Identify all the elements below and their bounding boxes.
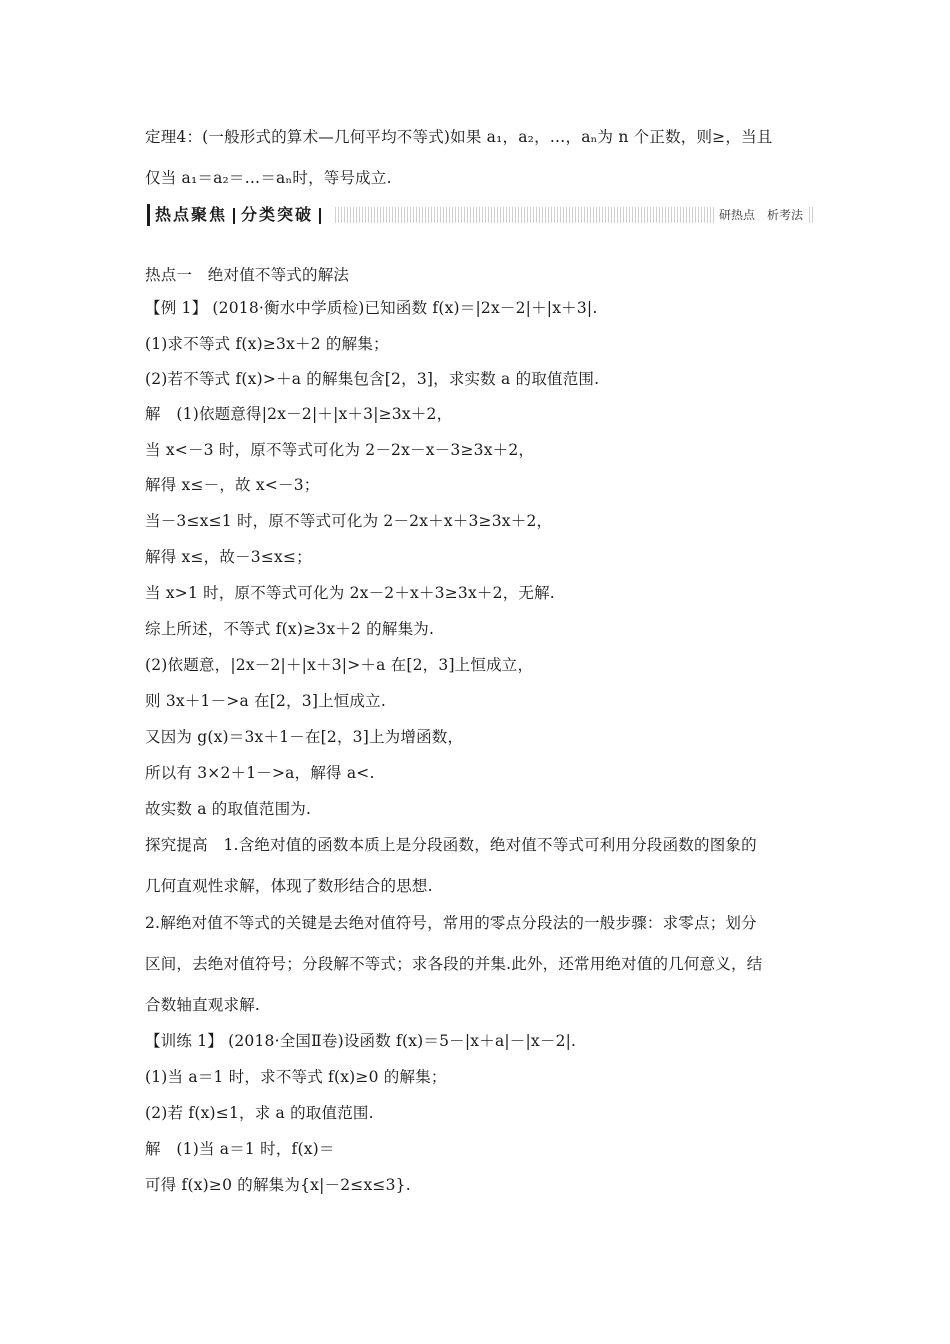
solution-line: 当 x>1 时，原不等式可化为 2x－2＋x＋3≥3x＋2，无解. [145, 584, 555, 602]
section-banner [145, 204, 813, 226]
solution-line: 综上所述，不等式 f(x)≥3x＋2 的解集为. [145, 620, 435, 638]
solution-line: 所以有 3×2＋1－>a，解得 a<. [145, 764, 375, 782]
solution-line: 故实数 a 的取值范围为. [145, 800, 312, 818]
solution-line: (2)依题意，|2x－2|＋|x＋3|>＋a 在[2，3]上恒成立， [145, 656, 534, 674]
exercise-question-2: (2)若 f(x)≤1，求 a 的取值范围. [145, 1104, 374, 1122]
solution-line: 解得 x≤，故－3≤x≤； [145, 548, 312, 566]
banner-separator [319, 208, 321, 224]
insight-line: 几何直观性求解，体现了数形结合的思想. [145, 877, 433, 895]
insight-line: 区间，去绝对值符号；分段解不等式；求各段的并集.此外，还常用绝对值的几何意义，结 [145, 955, 763, 973]
banner-left-bar [147, 204, 150, 226]
exercise-statement: 【训练 1】 (2018·全国Ⅱ卷)设函数 f(x)＝5－|x＋a|－|x－2|. [145, 1032, 577, 1050]
theorem-line-1: 定理4：(一般形式的算术—几何平均不等式)如果 a₁，a₂，…，aₙ为 n 个正数，则≥，当且 [145, 128, 773, 146]
insight-line: 2.解绝对值不等式的关键是去绝对值符号，常用的零点分段法的一般步骤：求零点；划分 [145, 914, 757, 932]
solution-line: 解 (1)依题意得|2x－2|＋|x＋3|≥3x＋2， [145, 405, 453, 423]
exercise-solution-line: 解 (1)当 a＝1 时，f(x)＝ [145, 1140, 335, 1158]
solution-line: 当 x<－3 时，原不等式可化为 2－2x－x－3≥3x＋2， [145, 441, 535, 459]
exercise-solution-line: 可得 f(x)≥0 的解集为{x|－2≤x≤3}. [145, 1176, 411, 1194]
solution-line: 又因为 g(x)＝3x＋1－在[2，3]上为增函数， [145, 728, 464, 746]
hotspot-heading: 热点一 绝对值不等式的解法 [145, 266, 350, 284]
insight-line: 合数轴直观求解. [145, 996, 261, 1014]
example-statement: 【例 1】 (2018·衡水中学质检)已知函数 f(x)＝|2x－2|＋|x＋3|. [145, 299, 598, 317]
solution-line: 当－3≤x≤1 时，原不等式可化为 2－2x＋x＋3≥3x＋2， [145, 512, 553, 530]
example-question-2: (2)若不等式 f(x)>＋a 的解集包含[2，3]，求实数 a 的取值范围. [145, 370, 600, 388]
banner-title-part2: 分类突破 [241, 205, 314, 224]
banner-separator [233, 208, 235, 224]
theorem-line-2: 仅当 a₁＝a₂＝…＝aₙ时，等号成立. [145, 169, 392, 187]
banner-title-part1: 热点聚焦 [155, 205, 228, 224]
banner-tagline: 研热点 析考法 [715, 207, 807, 223]
insight-line: 探究提高 1.含绝对值的函数本质上是分段函数，绝对值不等式可利用分段函数的图象的 [145, 836, 757, 854]
exercise-question-1: (1)当 a＝1 时，求不等式 f(x)≥0 的解集； [145, 1068, 447, 1086]
solution-line: 解得 x≤－，故 x<－3； [145, 476, 320, 494]
banner-title [155, 204, 327, 226]
example-question-1: (1)求不等式 f(x)≥3x＋2 的解集； [145, 335, 389, 353]
solution-line: 则 3x＋1－>a 在[2，3]上恒成立. [145, 692, 386, 710]
